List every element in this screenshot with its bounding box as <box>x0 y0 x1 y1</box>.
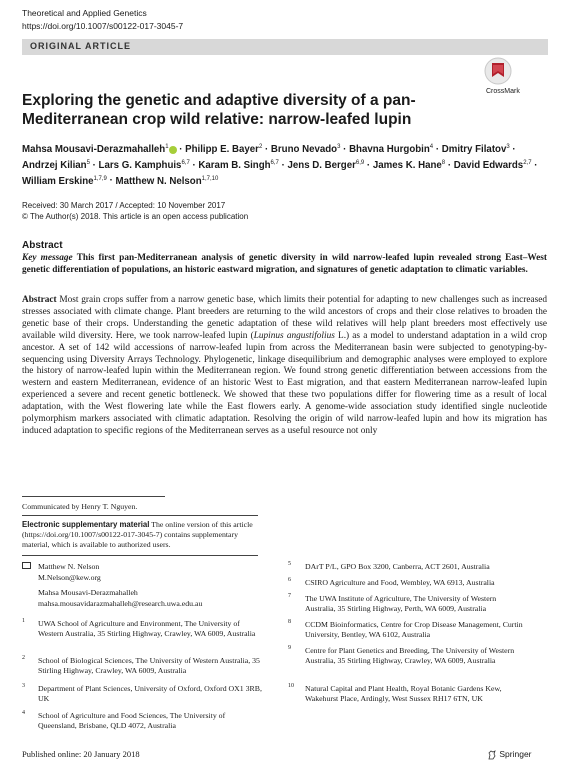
author <box>22 144 177 155</box>
author-separator: · <box>89 159 99 171</box>
article-dates <box>22 201 248 222</box>
author-name: Bhavna Hurgobin <box>349 144 430 156</box>
author-separator: · <box>340 144 350 156</box>
key-message-text: This first pan-Mediterranean analysis of genetic diversity in wild narrow-leafed lupin revealed strong East–West genetic differentiation of populations, an historic eastward migration, and signatures of genetic adaptation to climatic variables. <box>22 253 548 275</box>
author-affiliation-sup: 5 <box>86 159 90 166</box>
affiliation-text: Department of Plant Sciences, University of Oxford, Oxford OX1 3RB, UK <box>38 684 262 703</box>
corresponding-authors <box>22 562 262 612</box>
author-affiliation-sup: 6,7 <box>181 159 190 166</box>
affiliation-text: CCDM Bioinformatics, Centre for Crop Disease Management, Curtin University, Bentley, WA 6102, Australia <box>305 620 523 639</box>
author-separator: · <box>176 144 186 156</box>
mail-icon <box>22 562 31 569</box>
journal-name: Theoretical and Applied Genetics <box>22 8 147 18</box>
affiliation <box>288 684 516 716</box>
key-message-label: Key message <box>22 253 73 263</box>
author-separator: · <box>106 175 116 187</box>
affiliation <box>288 562 550 574</box>
published-online: Published online: 20 January 2018 <box>22 749 140 759</box>
corr-name: Mahsa Mousavi-Derazmahalleh <box>38 588 138 597</box>
author <box>99 160 190 171</box>
section-label: ORIGINAL ARTICLE <box>30 41 131 51</box>
affiliation <box>22 711 262 733</box>
author-name: Philipp E. Bayer <box>185 144 259 156</box>
author <box>288 160 365 171</box>
corr-email[interactable]: M.Nelson@kew.org <box>38 573 101 582</box>
author-name: William Erskine <box>22 175 94 187</box>
affiliation <box>22 656 262 678</box>
doi-link[interactable]: https://doi.org/10.1007/s00122-017-3045-7 <box>22 21 184 31</box>
affiliation-text: Natural Capital and Plant Health, Royal Botanic Gardens Kew, Wakehurst Place, Ardingly, West Sussex RH17 6TN, UK <box>305 684 502 703</box>
author-affiliation-sup: 3 <box>337 144 341 150</box>
affiliation-number: 7 <box>288 593 291 599</box>
affiliation-number: 1 <box>22 618 25 624</box>
author-name: Bruno Nevado <box>270 144 338 156</box>
author-affiliation-sup: 8 <box>441 159 446 166</box>
affiliation-text: UWA School of Agriculture and Environment, The University of Western Australia, 35 Stirling Highway, Crawley, WA 6009, Australia <box>38 619 256 638</box>
author <box>22 176 107 187</box>
corr-email[interactable]: mahsa.mousavidarazmahalleh@research.uwa.edu.au <box>38 599 203 608</box>
author <box>442 144 510 155</box>
communicated-by: Communicated by Henry T. Nguyen. <box>22 502 138 511</box>
author <box>198 160 278 171</box>
author-list <box>22 141 542 188</box>
author-name: James K. Hane <box>372 159 442 171</box>
abstract-body <box>22 295 547 438</box>
author <box>373 160 445 171</box>
crossmark-icon <box>478 57 518 89</box>
author-affiliation-sup: 1,7,10 <box>201 175 219 182</box>
affiliation-number: 3 <box>22 683 25 689</box>
author-affiliation-sup: 6,9 <box>355 159 365 166</box>
copyright: © The Author(s) 2018. This article is an open access publication <box>22 211 249 221</box>
affiliation-number: 4 <box>22 710 25 716</box>
abstract-text-1: Most grain crops suffer from a narrow genetic base, which limits their potential for adapting to new challenges such as increased stresses associated with climate change. Plant breeders are returning to the wild ancestors of crops and their close relatives to broaden the genetic base of their crops. Understanding the genetic adaptation of these wild relatives will help plant breeders most effectively use available wild diversity. Here, we took narrow-leafed lupin ( <box>22 295 548 341</box>
author-separator: · <box>445 159 454 171</box>
publisher-logo <box>487 749 532 760</box>
esm-note <box>22 520 258 550</box>
received-accepted: Received: 30 March 2017 / Accepted: 10 November 2017 <box>22 201 226 210</box>
author-name: Karam B. Singh <box>198 159 271 171</box>
author-name: David Edwards <box>453 159 524 171</box>
section-banner <box>22 39 548 55</box>
author-name: Mahsa Mousavi-Derazmahalleh <box>22 144 166 156</box>
footnote-divider <box>22 496 165 497</box>
affiliation-number: 2 <box>22 655 25 661</box>
affiliation-text: School of Biological Sciences, The University of Western Australia, 35 Stirling Highway, Crawley, WA 6009, Australia <box>38 656 260 675</box>
author-affiliation-sup: 3 <box>506 144 510 150</box>
author-separator: · <box>509 144 516 156</box>
publisher-name: Springer <box>499 749 532 759</box>
author-name: Matthew N. Nelson <box>115 175 202 187</box>
affiliation-text: DArT P/L, GPO Box 3200, Canberra, ACT 2601, Australia <box>305 562 490 571</box>
abstract-text-2: L.) as a model to understand adaptation in a wild crop ancestor. A set of 142 wild accessions of narrow-leafed lupin from across the Mediterranean basin were subjected to genotyping-by-sequencing using Diversity Arrays Technology. Phylogenetic, linkage disequilibrium and demographic analyses were employed to explore the history of narrow-leafed lupin within the Mediterranean region. We found strong genetic differentiation between accessions from the western and eastern Mediterranean, evidence of an historic West to East migration, and that eastern Mediterranean narrow-leafed lupin experienced a severe and recent genetic bottleneck. We showed that these two populations differ for flowering time as a result of local adaptation, with the West flowering late while the East flowers early. A genome-wide association study identified single nucleotide polymorphism markers associated with climatic adaptation. Resolving the origin of wild narrow-leafed lupin and how its migration has induced adaptation to specific regions of the Mediterranean serves as a useful resource not only <box>22 330 547 436</box>
abstract-heading: Abstract <box>22 240 63 251</box>
affiliation-text: School of Agriculture and Food Sciences, The University of Queensland, Brisbane, QLD 4072, Australia <box>38 711 226 730</box>
author-separator: · <box>262 144 271 156</box>
affiliation <box>288 594 528 616</box>
author <box>349 144 433 155</box>
author-name: Andrzej Kilian <box>22 159 87 171</box>
author-separator: · <box>189 159 199 171</box>
author <box>185 144 262 155</box>
affiliation-number: 5 <box>288 561 291 567</box>
author <box>116 176 219 187</box>
author-separator: · <box>278 159 288 171</box>
corr-name: Matthew N. Nelson <box>38 562 100 571</box>
key-message <box>22 253 547 277</box>
author-affiliation-sup: 6,7 <box>270 159 279 166</box>
affiliation-number: 10 <box>288 683 294 689</box>
article-title: Exploring the genetic and adaptive diversity of a pan-Mediterranean crop wild relative: narrow-leafed lupin <box>22 92 416 128</box>
affiliation-number: 6 <box>288 577 291 583</box>
footnote-divider <box>22 555 258 556</box>
author-affiliation-sup: 2,7 <box>523 159 532 166</box>
affiliation-number: 8 <box>288 619 291 625</box>
author-affiliation-sup: 1,7,9 <box>93 175 107 182</box>
author-separator: · <box>364 159 373 171</box>
author-name: Dmitry Filatov <box>441 144 507 156</box>
author-name: Jens D. Berger <box>287 159 356 171</box>
author-name: Lars G. Kamphuis <box>98 159 182 171</box>
affiliation <box>22 619 262 649</box>
affiliation <box>22 684 262 706</box>
affiliation-number: 9 <box>288 645 291 651</box>
author-separator: · <box>433 144 442 156</box>
affiliation-text: CSIRO Agriculture and Food, Wembley, WA 6913, Australia <box>305 578 495 587</box>
springer-horse-icon <box>487 750 497 760</box>
author <box>454 160 532 171</box>
author <box>271 144 341 155</box>
affiliation <box>288 620 528 642</box>
author <box>22 160 90 171</box>
affiliation <box>288 578 550 590</box>
esm-text: The online version of this article (https://doi.org/10.1007/s00122-017-3045-7) contains supplementary material, which is available to authorized users. <box>22 520 253 549</box>
esm-label: Electronic supplementary material <box>22 520 150 529</box>
author-affiliation-sup: 2 <box>258 144 263 150</box>
abstract-label: Abstract <box>22 295 57 305</box>
author-affiliation-sup: 4 <box>429 144 434 150</box>
crossmark-label: CrossMark <box>486 88 520 95</box>
author-separator: · <box>531 159 538 171</box>
species-name: Lupinus angustifolius <box>253 330 335 341</box>
affiliation <box>288 646 516 678</box>
affiliation-text: Centre for Plant Genetics and Breeding, The University of Western Australia, 35 Stirling Highway, Crawley, WA 6009, Australia <box>305 646 515 665</box>
orcid-icon[interactable] <box>169 146 177 154</box>
footnote-divider <box>22 515 258 516</box>
affiliation-text: The UWA Institute of Agriculture, The University of Western Australia, 35 Stirling Highway, Perth, WA 6009, Australia <box>305 594 497 613</box>
author-affiliation-sup: 1 <box>165 144 169 150</box>
